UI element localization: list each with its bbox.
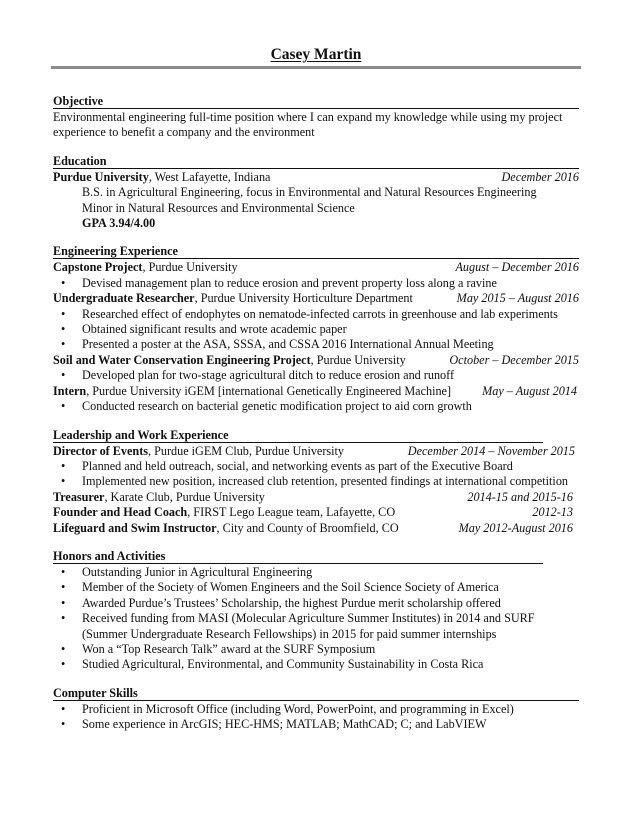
list-item: • Devised management plan to reduce erosion and prevent property loss along a ravine xyxy=(53,276,579,291)
leadership-role: Founder and Head Coach xyxy=(53,505,188,520)
experience-date: May 2015 – August 2016 xyxy=(456,291,579,306)
experience-org: , Purdue University Horticulture Department xyxy=(194,291,413,306)
list-item: • Proficient in Microsoft Office (including Word, PowerPoint, and programming in Excel) xyxy=(53,702,579,717)
school-name: Purdue University xyxy=(53,169,149,184)
list-item: • Researched effect of endophytes on nematode-infected carrots in greenhouse and lab experiments xyxy=(53,307,579,322)
experience-date: May – August 2014 xyxy=(482,383,577,398)
leadership-date: 2012-13 xyxy=(532,505,573,520)
degree-line: B.S. in Agricultural Engineering, focus in Environmental and Natural Resources Engineering xyxy=(82,185,537,200)
resume-page xyxy=(53,46,579,746)
leadership-entry-header xyxy=(53,490,579,505)
experience-role: Intern xyxy=(53,383,87,398)
education-date: December 2016 xyxy=(501,169,579,184)
skills-section xyxy=(53,686,579,733)
education-section xyxy=(53,154,579,232)
leadership-section xyxy=(53,428,579,536)
experience-entry-header xyxy=(53,384,579,399)
list-item: • Awarded Purdue’s Trustees’ Scholarship, the highest Purdue merit scholarship offered xyxy=(53,596,571,611)
experience-role: Capstone Project xyxy=(53,260,143,275)
section-title-education: Education xyxy=(53,154,579,169)
list-item: • Conducted research on bacterial genetic modification project to aid corn growth xyxy=(53,399,579,414)
section-title-engineering: Engineering Experience xyxy=(53,244,579,259)
experience-bullets xyxy=(53,368,579,383)
leadership-org: , Karate Club, Purdue University xyxy=(104,489,265,504)
list-item: • Studied Agricultural, Environmental, and Community Sustainability in Costa Rica xyxy=(53,657,571,672)
list-item: • Received funding from MASI (Molecular Agriculture Summer Institutes) in 2014 and SURF (Summer Undergraduate Research Fellowships) in 2015 for paid summer internships xyxy=(53,611,571,642)
list-item: • Some experience in ArcGIS; HEC-HMS; MATLAB; MathCAD; C; and LabVIEW xyxy=(53,717,579,732)
list-item: • Outstanding Junior in Agricultural Engineering xyxy=(53,565,571,580)
section-title-leadership: Leadership and Work Experience xyxy=(53,428,543,443)
experience-role: Soil and Water Conservation Engineering Project xyxy=(53,352,311,367)
education-entry-header xyxy=(53,170,579,185)
honors-section xyxy=(53,549,579,673)
leadership-role: Director of Events xyxy=(53,443,148,458)
leadership-org: , FIRST Lego League team, Lafayette, CO xyxy=(187,505,396,520)
leadership-org: , Purdue iGEM Club, Purdue University xyxy=(148,443,345,458)
leadership-role: Treasurer xyxy=(53,489,105,504)
experience-entry-header xyxy=(53,260,579,275)
leadership-bullets xyxy=(53,459,579,490)
leadership-date: 2014-15 and 2015-16 xyxy=(467,489,573,504)
experience-org: , Purdue University xyxy=(310,352,406,367)
gpa-line: GPA 3.94/4.00 xyxy=(82,216,156,231)
list-item: • Implemented new position, increased club retention, presented findings at international competition xyxy=(53,474,579,489)
experience-org: , Purdue University iGEM [international Genetically Engineered Machine] xyxy=(86,383,452,398)
header-rule xyxy=(51,66,581,69)
section-title-skills: Computer Skills xyxy=(53,686,579,701)
experience-role: Undergraduate Researcher xyxy=(53,291,195,306)
experience-bullets xyxy=(53,276,579,291)
experience-bullets xyxy=(53,307,579,353)
experience-org: , Purdue University xyxy=(142,260,238,275)
leadership-entry-header xyxy=(53,444,579,459)
experience-entry-header xyxy=(53,353,579,368)
school-location: , West Lafayette, Indiana xyxy=(148,169,271,184)
engineering-section xyxy=(53,244,579,414)
section-title-objective: Objective xyxy=(53,94,579,109)
experience-entry-header xyxy=(53,291,579,306)
list-item: • Member of the Society of Women Engineers and the Soil Science Society of America xyxy=(53,580,571,595)
honors-list xyxy=(53,565,579,673)
list-item: • Planned and held outreach, social, and networking events as part of the Executive Board xyxy=(53,459,579,474)
experience-date: October – December 2015 xyxy=(449,352,579,367)
candidate-name: Casey Martin xyxy=(270,46,362,63)
list-item: • Obtained significant results and wrote academic paper xyxy=(53,322,579,337)
objective-section xyxy=(53,94,579,141)
leadership-date: December 2014 – November 2015 xyxy=(407,443,575,458)
list-item: • Presented a poster at the ASA, SSSA, and CSSA 2016 International Annual Meeting xyxy=(53,337,579,352)
experience-bullets xyxy=(53,399,579,414)
list-item: • Developed plan for two-stage agricultural ditch to reduce erosion and runoff xyxy=(53,368,579,383)
leadership-role: Lifeguard and Swim Instructor xyxy=(53,520,217,535)
section-title-honors: Honors and Activities xyxy=(53,549,543,564)
objective-text: Environmental engineering full-time position where I can expand my knowledge while using my project experience to benefit a company and the environment xyxy=(53,110,563,140)
leadership-entry-header xyxy=(53,505,579,520)
leadership-entry-header xyxy=(53,521,579,536)
list-item: • Won a “Top Research Talk” award at the SURF Symposium xyxy=(53,642,571,657)
minor-line: Minor in Natural Resources and Environmental Science xyxy=(82,200,355,215)
skills-list xyxy=(53,702,579,733)
leadership-date: May 2012-August 2016 xyxy=(458,520,573,535)
experience-date: August – December 2016 xyxy=(455,260,579,275)
leadership-org: , City and County of Broomfield, CO xyxy=(216,520,399,535)
